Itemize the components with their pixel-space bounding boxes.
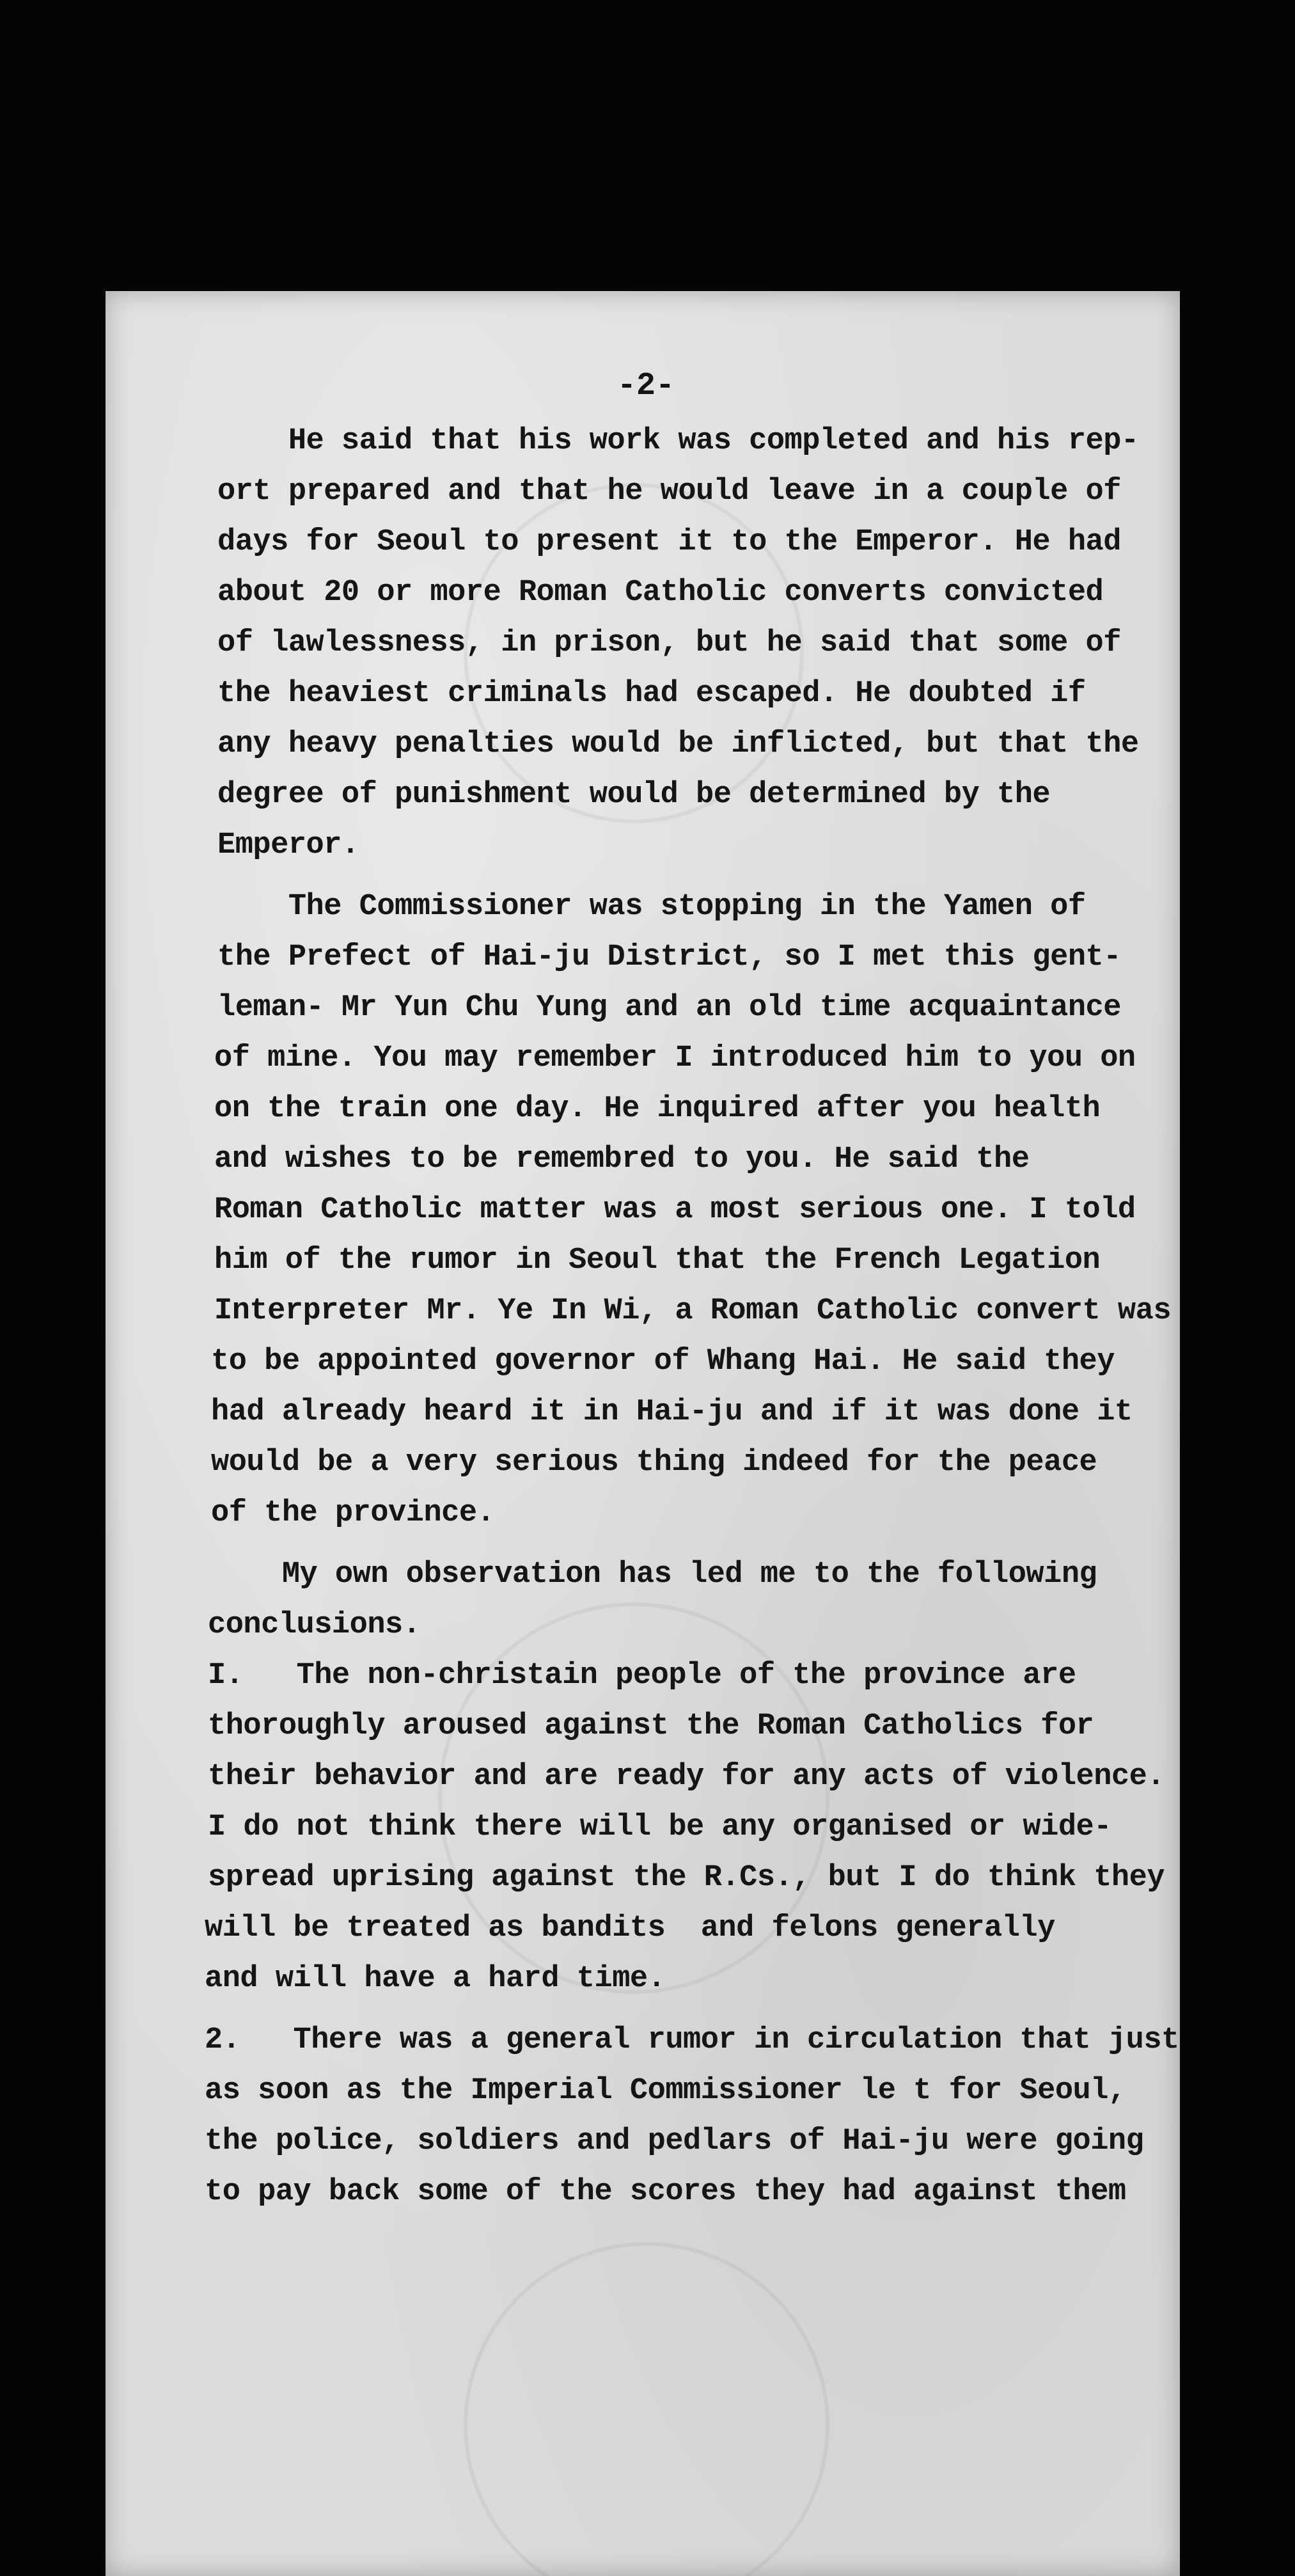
text-line: ort prepared and that he would leave in a couple of [217,475,1121,509]
page-number: -2- [617,368,675,404]
text-line: I do not think there will be any organised or wide- [208,1810,1111,1844]
text-line: degree of punishment would be determined by the [217,778,1051,812]
text-line: Emperor. [217,828,359,862]
text-line: the Prefect of Hai-ju District, so I met this gent- [217,940,1121,974]
text-line: him of the rumor in Seoul that the French Legation [214,1244,1101,1277]
text-line: My own observation has led me to the following [211,1558,1097,1592]
text-line: would be a very serious thing indeed for the peace [211,1446,1097,1480]
text-line: of lawlessness, in prison, but he said that some of [217,626,1121,660]
text-line: of mine. You may remember I introduced him to you on [214,1041,1136,1075]
text-line: the police, soldiers and pedlars of Hai-ju were going [205,2124,1144,2158]
text-line: their behavior and are ready for any acts of violence. [208,1760,1165,1794]
text-line: of the province. [211,1496,495,1530]
text-line: had already heard it in Hai-ju and if it was done it [211,1395,1133,1429]
faint-seal-stamp [464,2242,829,2576]
text-line: Interpreter Mr. Ye In Wi, a Roman Catholic convert was [214,1294,1172,1328]
text-line: 2. There was a general rumor in circulation that just [205,2023,1179,2057]
text-line: to pay back some of the scores they had against them [205,2175,1126,2209]
text-line: and wishes to be remembred to you. He said the [214,1142,1030,1176]
text-line: He said that his work was completed and his rep- [217,424,1139,458]
text-line: thoroughly aroused against the Roman Catholics for [208,1709,1094,1743]
text-line: on the train one day. He inquired after you health [214,1092,1101,1126]
text-line: to be appointed governor of Whang Hai. He said they [211,1345,1115,1379]
text-line: as soon as the Imperial Commissioner le t for Seoul, [205,2074,1126,2108]
text-line: days for Seoul to present it to the Emperor. He had [217,525,1121,559]
document-page [106,291,1180,2576]
text-line: leman- Mr Yun Chu Yung and an old time acquaintance [217,991,1121,1025]
text-line: The Commissioner was stopping in the Yamen of [217,890,1086,924]
text-line: I. The non-christain people of the province are [208,1659,1076,1693]
text-line: conclusions. [208,1608,421,1642]
text-line: and will have a hard time. [205,1962,666,1996]
text-line: the heaviest criminals had escaped. He doubted if [217,677,1086,711]
text-line: any heavy penalties would be inflicted, but that the [217,727,1139,761]
text-line: spread uprising against the R.Cs., but I do think they [208,1861,1165,1895]
text-line: about 20 or more Roman Catholic converts convicted [217,576,1104,610]
text-line: will be treated as bandits and felons generally [205,1911,1055,1945]
text-line: Roman Catholic matter was a most serious one. I told [214,1193,1136,1227]
